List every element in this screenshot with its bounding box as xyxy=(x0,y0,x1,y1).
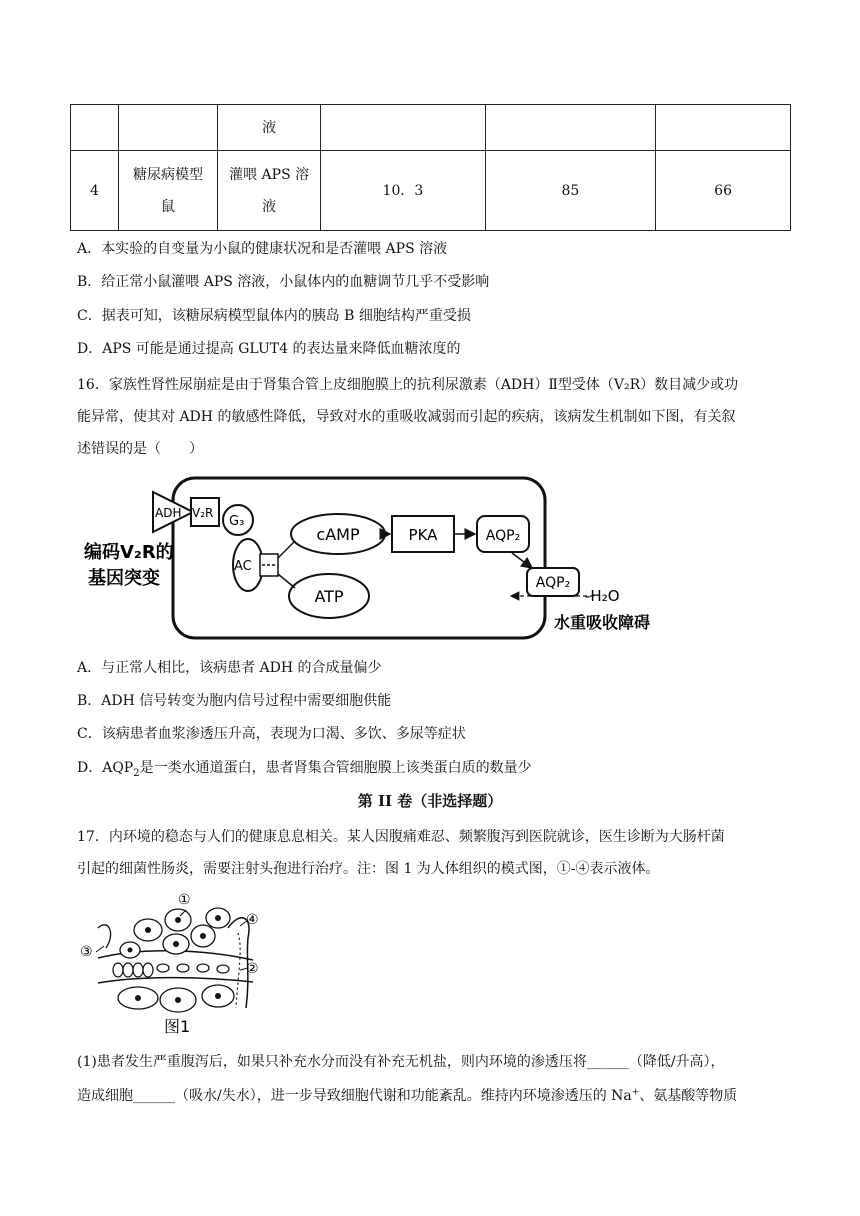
mark-1: ① xyxy=(178,892,191,908)
table-cell xyxy=(119,151,218,231)
atp-label: ATP xyxy=(314,587,344,606)
aqp2-membrane-label: AQP₂ xyxy=(535,575,571,591)
q17-sub1-line2-pre: 造成细胞______（吸水/失水），进一步导致细胞代谢和功能紊乱。维持内环境渗透压的 Na xyxy=(77,1088,632,1104)
camp-label: cAMP xyxy=(316,525,360,544)
q17-sub1-line2-post: 、氨基酸等物质 xyxy=(639,1088,738,1104)
cell-outline xyxy=(173,478,545,638)
table-row xyxy=(71,151,791,231)
q17-sub1-line1: (1)患者发生严重腹泻后，如果只补充水分而没有补充无机盐，则内环境的渗透压将______（降低/升高）， xyxy=(77,1054,725,1070)
table-cell: 10．3 xyxy=(321,151,485,231)
q16-option-d xyxy=(77,757,532,779)
q15-option-d: D．APS 可能是通过提高 GLUT4 的表达量来降低血糖浓度的 xyxy=(77,341,461,357)
q17-sub1-line2 xyxy=(77,1085,737,1105)
section-title: 第 II 卷（非选择题） xyxy=(357,792,503,810)
q15-option-c: C．据表可知，该糖尿病模型鼠体内的胰岛 B 细胞结构严重受损 xyxy=(77,308,471,324)
q17-stem-line2: 引起的细菌性肠炎，需要注射头孢进行治疗。注：图 1 为人体组织的模式图，①-④表示液体。 xyxy=(77,861,660,877)
table-cell: 液 xyxy=(218,105,321,151)
q16-stem-line1: 16．家族性肾性尿崩症是由于肾集合管上皮细胞膜上的抗利尿激素（ADH）Ⅱ型受体（V₂R）数目减少或功 xyxy=(77,377,739,393)
q16-option-d-pre: D．AQP xyxy=(77,760,134,776)
experiment-table xyxy=(70,104,791,231)
cell-line: 液 xyxy=(262,198,277,215)
mark-3: ③ xyxy=(80,944,93,960)
q16-option-d-post: 是一类水通道蛋白，患者肾集合管细胞膜上该类蛋白质的数量少 xyxy=(139,760,532,776)
table-row xyxy=(71,105,791,151)
table-cell xyxy=(71,105,119,151)
figure-label: 图1 xyxy=(164,1017,191,1036)
table-cell xyxy=(656,105,791,151)
q16-option-c: C．该病患者血浆渗透压升高，表现为口渴、多饮、多尿等症状 xyxy=(77,726,466,742)
mark-2: ② xyxy=(246,961,259,977)
adh-mechanism-diagram xyxy=(80,470,680,650)
mutation-label-line2: 基因突变 xyxy=(88,568,160,589)
ac-label: AC xyxy=(234,559,252,574)
table-cell xyxy=(218,151,321,231)
cell-line: 糖尿病模型 xyxy=(133,166,204,183)
h2o-label: -H₂O xyxy=(585,587,620,605)
table-cell: 85 xyxy=(485,151,656,231)
adh-label: ADH xyxy=(155,506,182,520)
table-cell xyxy=(485,105,656,151)
cell-line: 鼠 xyxy=(161,198,176,215)
q16-option-b: B．ADH 信号转变为胞内信号过程中需要细胞供能 xyxy=(77,693,392,709)
cell-line: 灌喂 APS 溶 xyxy=(229,166,310,183)
q16-option-a: A．与正常人相比，该病患者 ADH 的合成量偏少 xyxy=(77,660,382,676)
v2r-label: V₂R xyxy=(192,506,214,520)
q16-option-d-sub: 2 xyxy=(133,767,140,779)
table-cell xyxy=(119,105,218,151)
q16-stem-line2: 能异常，使其对 ADH 的敏感性降低，导致对水的重吸收减弱而引起的疾病，该病发生机制如下图，有关叙 xyxy=(77,409,736,425)
g3-label: G₃ xyxy=(229,514,245,529)
pka-label: PKA xyxy=(408,526,438,544)
table-cell: 4 xyxy=(71,151,119,231)
q17-sub1-line2-sup: + xyxy=(631,1087,640,1098)
q15-option-a: A．本实验的自变量为小鼠的健康状况和是否灌喂 APS 溶液 xyxy=(77,241,448,257)
q16-stem-line3: 述错误的是（ ） xyxy=(77,441,203,457)
tissue-figure xyxy=(78,888,278,1038)
barrier-label: 水重吸收障碍 xyxy=(554,613,651,632)
mark-4: ④ xyxy=(246,912,259,928)
q15-option-b: B．给正常小鼠灌喂 APS 溶液，小鼠体内的血糖调节几乎不受影响 xyxy=(77,274,490,290)
q17-stem-line1: 17．内环境的稳态与人们的健康息息相关。某人因腹痛难忍、频繁腹泻到医院就诊，医生诊断为大肠杆菌 xyxy=(77,829,725,845)
table-cell xyxy=(321,105,485,151)
aqp2-label: AQP₂ xyxy=(485,528,521,544)
table-cell: 66 xyxy=(656,151,791,231)
mutation-label-line1: 编码V₂R的 xyxy=(84,542,174,563)
